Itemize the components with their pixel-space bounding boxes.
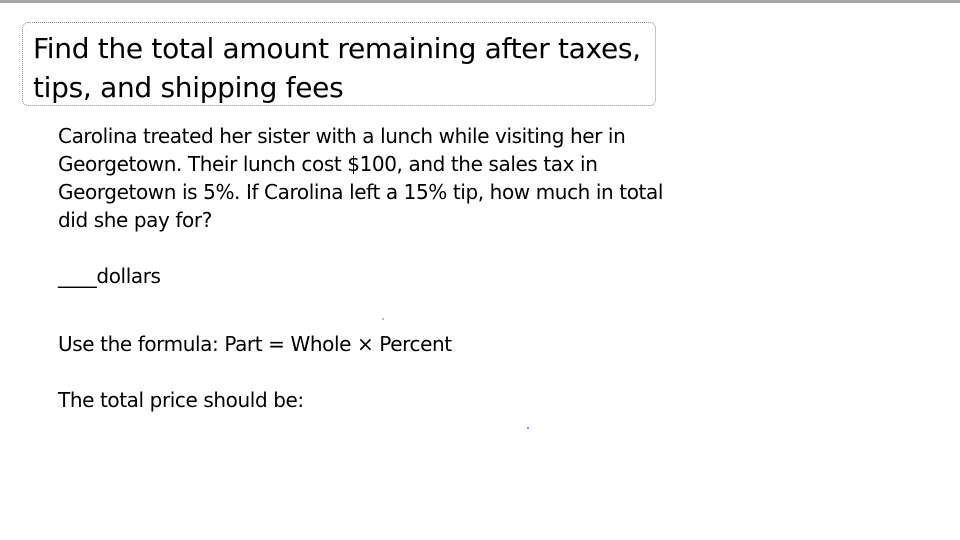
formula-hint: Use the formula: Part = Whole × Percent: [58, 332, 452, 356]
problem-text: Carolina treated her sister with a lunch while visiting her in Georgetown. Their lunch cost $100, and the sales tax in Georgetown is 5%. If Carolina left a 15% tip, how much in total did she pay for?: [58, 124, 664, 232]
answer-blank: ____dollars: [58, 264, 161, 288]
cursor-dot: [527, 427, 529, 429]
total-price-prompt: The total price should be:: [58, 388, 304, 412]
title-box: [22, 22, 656, 106]
slide-title: Find the total amount remaining after taxes, tips, and shipping fees: [33, 32, 641, 104]
cursor-dot: [382, 318, 384, 320]
top-border: [0, 0, 960, 3]
